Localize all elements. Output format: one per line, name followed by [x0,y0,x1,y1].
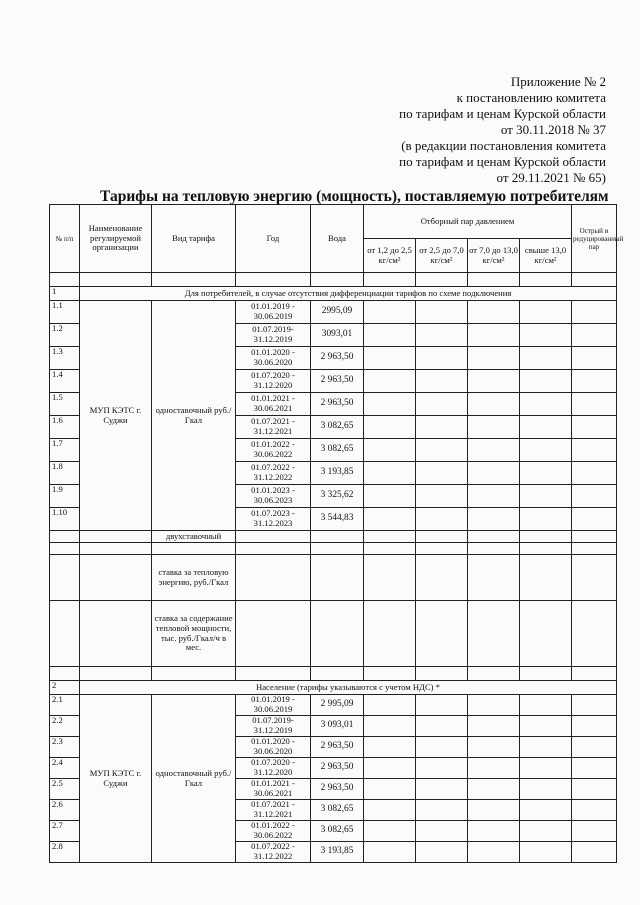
water-tariff: 3 193,85 [311,462,364,485]
table-cell [468,531,520,543]
section-number: 2 [50,681,80,695]
table-cell [572,716,617,737]
section-title: Население (тарифы указываются с учетом НДС) * [80,681,617,695]
organization-name: МУП КЭТС г. Суджи [80,695,152,863]
period: 01.01.2022 - 30.06.2022 [236,439,311,462]
table-cell [468,779,520,800]
table-cell [572,347,617,370]
table-cell [80,555,152,601]
header-line: к постановлению комитета [456,90,606,105]
table-cell [364,347,416,370]
table-cell [364,842,416,863]
table-cell [468,695,520,716]
water-tariff: 2 963,50 [311,393,364,416]
table-cell [416,779,468,800]
water-tariff: 3 193,85 [311,842,364,863]
table-row [50,555,617,601]
period: 01.07.2021 - 31.12.2021 [236,800,311,821]
table-cell [520,821,572,842]
table-cell [468,667,520,681]
table-cell [364,601,416,667]
table-cell [520,347,572,370]
table-cell [236,667,311,681]
table-cell [572,821,617,842]
water-tariff: 2 963,50 [311,779,364,800]
table-cell [236,273,311,287]
header-pressure-range: от 2,5 до 7,0 кг/см² [416,239,468,273]
table-cell [468,716,520,737]
period: 01.01.2020 - 30.06.2020 [236,737,311,758]
table-cell [311,273,364,287]
table-cell [572,695,617,716]
table-cell [416,601,468,667]
period: 01.01.2021 - 30.06.2021 [236,393,311,416]
table-cell [416,485,468,508]
table-cell [236,601,311,667]
table-cell [364,393,416,416]
period: 01.07.2019- 31.12.2019 [236,324,311,347]
section-row [50,681,617,695]
table-cell [364,508,416,531]
table-cell [468,416,520,439]
table-cell [468,324,520,347]
water-tariff: 2995,09 [311,301,364,324]
table-cell [468,485,520,508]
table-row [50,543,617,555]
table-cell [80,601,152,667]
period: 01.01.2019 - 30.06.2019 [236,695,311,716]
table-cell [50,273,80,287]
row-number: 1.5 [50,393,80,416]
section-number: 1 [50,287,80,301]
tariff-type: одноставочный руб./Гкал [152,301,236,531]
table-cell [468,508,520,531]
table-cell [520,695,572,716]
organization-name: МУП КЭТС г. Суджи [80,301,152,531]
table-cell [468,370,520,393]
row-number: 1.3 [50,347,80,370]
water-tariff: 3 325,62 [311,485,364,508]
table-cell [416,555,468,601]
row-number: 1.7 [50,439,80,462]
table-cell [520,758,572,779]
table-cell [364,416,416,439]
water-tariff: 3 082,65 [311,416,364,439]
tariff-type: ставка за тепловую энергию, руб./Гкал [152,555,236,601]
table-cell [468,393,520,416]
table-cell [572,800,617,821]
table-cell [416,462,468,485]
water-tariff: 3 544,83 [311,508,364,531]
header-organization: Наименование регулируемой организации [80,205,152,273]
table-cell [364,758,416,779]
table-cell [520,543,572,555]
table-cell [572,555,617,601]
row-number: 2.2 [50,716,80,737]
table-cell [416,821,468,842]
table-cell [364,301,416,324]
table-cell [80,531,152,543]
header-line: Приложение № 2 [510,74,606,89]
header-line: по тарифам и ценам Курской области [399,106,606,121]
row-number: 1.9 [50,485,80,508]
table-cell [311,543,364,555]
water-tariff: 3 082,65 [311,821,364,842]
table-cell [520,842,572,863]
table-cell [416,737,468,758]
table-cell [311,531,364,543]
section-title: Для потребителей, в случае отсутствия дифференциации тарифов по схеме подключения [80,287,617,301]
header-line: по тарифам и ценам Курской области [399,154,606,169]
row-number: 2.6 [50,800,80,821]
period: 01.07.2020 - 31.12.2020 [236,370,311,393]
table-cell [468,462,520,485]
period: 01.07.2019- 31.12.2019 [236,716,311,737]
document-title: Тарифы на тепловую энергию (мощность), поставляемую потребителям [100,188,609,205]
table-cell [416,347,468,370]
header-sharp-steam: Острый и редуцированный пар [572,205,617,273]
header-tariff-type: Вид тарифа [152,205,236,273]
table-cell [468,601,520,667]
section-row [50,287,617,301]
table-cell [50,667,80,681]
period: 01.01.2023 - 30.06.2023 [236,485,311,508]
table-cell [520,439,572,462]
header-no: № п/п [50,205,80,273]
table-cell [572,779,617,800]
table-cell [572,758,617,779]
header-pressure-range: от 7,0 до 13,0 кг/см² [468,239,520,273]
table-cell [50,543,80,555]
table-cell [520,324,572,347]
table-cell [572,508,617,531]
table-cell [416,416,468,439]
header-line: от 29.11.2021 № 65) [496,170,606,185]
period: 01.01.2019 - 30.06.2019 [236,301,311,324]
row-number: 2.3 [50,737,80,758]
row-number: 2.8 [50,842,80,863]
table-cell [520,273,572,287]
table-cell [572,439,617,462]
tariff-type: ставка за содержание тепловой мощности, тыс. руб./Гкал/ч в мес. [152,601,236,667]
table-cell [572,737,617,758]
table-cell [520,508,572,531]
table-cell [236,555,311,601]
table-cell [416,667,468,681]
table-cell [468,758,520,779]
period: 01.07.2022 - 31.12.2022 [236,462,311,485]
table-cell [236,543,311,555]
table-cell [364,273,416,287]
row-number: 1.8 [50,462,80,485]
row-number: 2.7 [50,821,80,842]
table-row [50,601,617,667]
header-line: (в редакции постановления комитета [401,138,606,153]
table-cell [520,462,572,485]
table-cell [520,393,572,416]
tariff-type: двухставочный [152,531,236,543]
table-cell [520,531,572,543]
table-cell [416,842,468,863]
header-line: от 30.11.2018 № 37 [500,122,606,137]
table-row [50,531,617,543]
table-cell [572,416,617,439]
table-cell [520,716,572,737]
table-cell [364,667,416,681]
table-cell [468,800,520,821]
table-cell [572,601,617,667]
row-number: 1.1 [50,301,80,324]
period: 01.07.2022 - 31.12.2022 [236,842,311,863]
table-cell [50,601,80,667]
table-cell [416,439,468,462]
water-tariff: 3 082,65 [311,439,364,462]
row-number: 1.10 [50,508,80,531]
table-cell [50,531,80,543]
table-cell [416,695,468,716]
table-cell [416,543,468,555]
table-cell [468,737,520,758]
table-cell [416,800,468,821]
table-cell [311,555,364,601]
table-cell [468,273,520,287]
table-cell [520,601,572,667]
table-cell [364,439,416,462]
table-header-row [50,205,617,239]
table-cell [468,555,520,601]
table-cell [416,758,468,779]
table-cell [364,531,416,543]
table-cell [364,485,416,508]
table-spacer-row [50,667,617,681]
header-steam: Отборный пар давлением [364,205,572,239]
table-cell [520,779,572,800]
table-cell [520,800,572,821]
table-cell [572,370,617,393]
water-tariff: 2 995,09 [311,695,364,716]
period: 01.07.2020 - 31.12.2020 [236,758,311,779]
table-cell [520,301,572,324]
table-cell [572,543,617,555]
row-number: 2.5 [50,779,80,800]
table-cell [311,667,364,681]
table-row [50,301,617,324]
water-tariff: 2 963,50 [311,370,364,393]
table-cell [80,273,152,287]
table-cell [311,601,364,667]
row-number: 2.1 [50,695,80,716]
table-cell [364,779,416,800]
table-cell [152,273,236,287]
period: 01.07.2021 - 31.12.2021 [236,416,311,439]
table-cell [520,416,572,439]
table-cell [152,543,236,555]
table-cell [236,531,311,543]
tariff-type: одноставочный руб./Гкал [152,695,236,863]
table-cell [520,555,572,601]
row-number: 2.4 [50,758,80,779]
table-row [50,695,617,716]
row-number: 1.6 [50,416,80,439]
table-cell [572,462,617,485]
table-cell [572,531,617,543]
table-cell [572,324,617,347]
table-cell [364,716,416,737]
table-cell [152,667,236,681]
table-cell [520,737,572,758]
header-year: Год [236,205,311,273]
table-cell [364,543,416,555]
table-cell [364,695,416,716]
header-pressure-range: свыше 13,0 кг/см² [520,239,572,273]
table-cell [572,842,617,863]
table-cell [364,800,416,821]
table-cell [416,324,468,347]
water-tariff: 3 082,65 [311,800,364,821]
header-water: Вода [311,205,364,273]
table-cell [80,543,152,555]
water-tariff: 2 963,50 [311,758,364,779]
table-cell [416,531,468,543]
period: 01.01.2021 - 30.06.2021 [236,779,311,800]
row-number: 1.4 [50,370,80,393]
table-cell [50,555,80,601]
table-cell [572,667,617,681]
table-cell [468,347,520,370]
table-cell [468,439,520,462]
table-cell [468,821,520,842]
tariff-table [49,204,624,863]
period: 01.07.2023 - 31.12.2023 [236,508,311,531]
water-tariff: 3093,01 [311,324,364,347]
table-cell [572,393,617,416]
table-spacer-row [50,273,617,287]
table-cell [468,842,520,863]
table-cell [520,667,572,681]
table-cell [80,667,152,681]
table-cell [468,543,520,555]
table-cell [520,485,572,508]
table-cell [416,508,468,531]
table-cell [416,301,468,324]
water-tariff: 3 093,01 [311,716,364,737]
table-cell [364,821,416,842]
table-cell [572,301,617,324]
header-pressure-range: от 1,2 до 2,5 кг/см² [364,239,416,273]
table-cell [364,555,416,601]
row-number: 1.2 [50,324,80,347]
table-cell [416,273,468,287]
table-cell [572,485,617,508]
table-cell [416,370,468,393]
table-cell [520,370,572,393]
table-cell [416,716,468,737]
period: 01.01.2022 - 30.06.2022 [236,821,311,842]
table-cell [572,273,617,287]
table-cell [364,324,416,347]
table-cell [416,393,468,416]
table-cell [364,462,416,485]
table-cell [364,370,416,393]
water-tariff: 2 963,50 [311,737,364,758]
water-tariff: 2 963,50 [311,347,364,370]
table-cell [468,301,520,324]
appendix-header [356,74,606,186]
table-cell [364,737,416,758]
period: 01.01.2020 - 30.06.2020 [236,347,311,370]
